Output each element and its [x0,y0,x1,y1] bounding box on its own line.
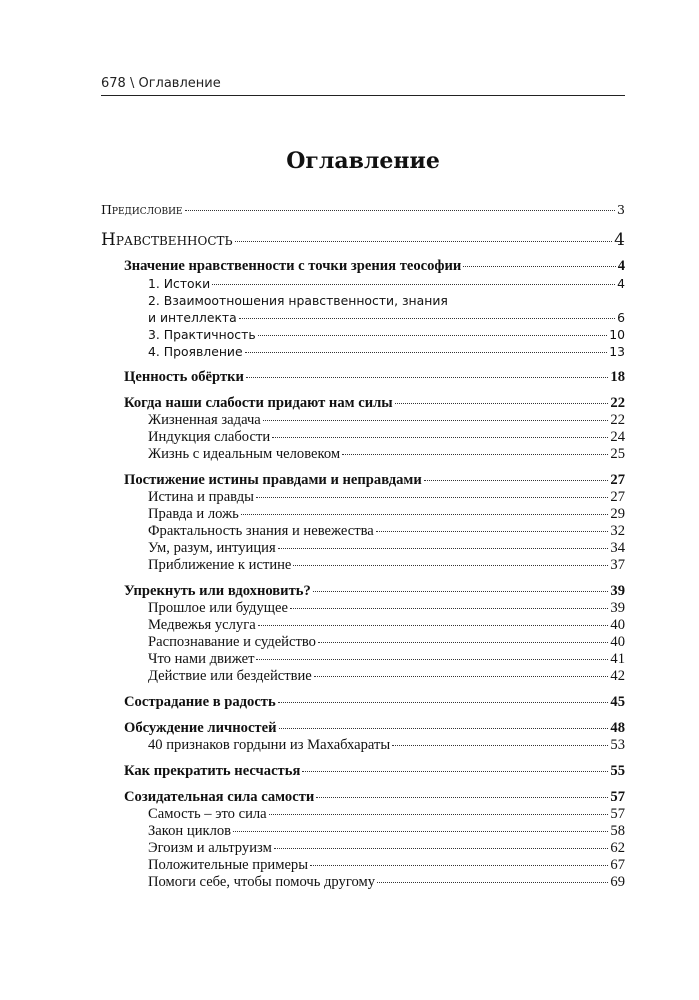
dot-leader [302,771,608,772]
toc-entry-text: Когда наши слабости придают нам силы [124,395,393,411]
dot-leader [185,210,616,211]
toc-entry-text: Прошлое или будущее [148,600,288,616]
toc-entry-chapter [124,583,625,600]
toc-entry-page: 40 [610,617,625,633]
toc-entry-page: 41 [610,651,625,667]
dot-leader [258,625,609,626]
toc-entry-page: 55 [610,763,625,779]
toc-entry-page: 67 [610,857,625,873]
dot-leader [377,882,608,883]
toc-entry-section [148,343,625,360]
toc-entry-foreword [101,198,625,222]
toc-entry-text: 4. Проявление [148,344,243,359]
toc-entry-chapter [124,763,625,780]
toc-entry-page: 22 [610,412,625,428]
toc-entry-section [148,806,625,823]
dot-leader [263,420,609,421]
dot-leader [256,497,608,498]
toc-entry-page: 13 [609,344,625,359]
toc-entry-text: 3. Практичность [148,327,256,342]
toc-entry-section [148,737,625,754]
toc-entry-page: 6 [617,310,625,325]
page-title: Оглавление [286,148,440,174]
toc-entry-section [148,326,625,343]
dot-leader [246,377,608,378]
header-rule [101,95,625,96]
toc-entry-text: Помоги себе, чтобы помочь другому [148,874,376,890]
toc-entry-section [148,506,625,523]
toc-entry-section [148,857,625,874]
toc-entry-page: 42 [610,668,625,684]
dot-leader [290,608,608,609]
toc-entry-page: 34 [610,540,625,556]
toc-entry-page: 58 [610,823,625,839]
toc-entry-page: 4 [617,276,625,291]
toc-entry-section [148,489,625,506]
toc-entry-text: Значение нравственности с точки зрения теософии [124,258,462,274]
toc-entry-text: Медвежья услуга [148,617,256,633]
dot-leader [313,591,609,592]
toc-entry-chapter [124,720,625,737]
dot-leader [256,659,608,660]
toc-entry-text: Постижение истины правдами и неправдами [124,472,422,488]
dot-leader [395,403,609,404]
toc-entry-text: 40 признаков гордыни из Махабхараты [148,737,391,753]
toc-entry-section [148,874,625,891]
toc-entry-page: 27 [610,489,625,505]
dot-leader [269,814,609,815]
dot-leader [376,531,609,532]
toc-entry-chapter [124,258,625,275]
toc-entry-text: Жизненная задача [148,412,261,428]
toc-entry-text: Истина и правды [148,489,254,505]
toc-entry-section [148,446,625,463]
toc-entry-chapter [124,694,625,711]
toc-entry-text-first-line: 2. Взаимоотношения нравственности, знания [148,293,448,308]
dot-leader [233,831,608,832]
dot-leader [239,318,615,319]
dot-leader [318,642,608,643]
toc-entry-page: 39 [610,600,625,616]
toc-entry-text: Созидательная сила самости [124,789,315,805]
dot-leader [258,335,608,336]
toc-entry-page: 48 [610,720,625,736]
toc-entry-chapter [124,395,625,412]
toc-entry-page: 45 [610,694,625,710]
toc-entry-page: 24 [610,429,625,445]
toc-entry-text: Ценность обёртки [124,369,244,385]
toc-entry-text: Что нами движет [148,651,255,667]
toc-entry-section [148,540,625,557]
toc-entry-section [148,275,625,292]
toc-entry-text: Действие или бездействие [148,668,312,684]
toc-entry-text: Приближение к истине [148,557,292,573]
toc-entry-text: 1. Истоки [148,276,211,291]
toc-entry-chapter [124,472,625,489]
toc-entry-part [101,222,625,258]
toc-entry-page: 40 [610,634,625,650]
toc-entry-text: Эгоизм и альтруизм [148,840,272,856]
toc-entry-page: 3 [617,202,625,217]
toc-entry-page: 69 [610,874,625,890]
toc-entry-text: Сострадание в радость [124,694,276,710]
toc-entry-section [148,668,625,685]
dot-leader [241,514,609,515]
dot-leader [272,437,608,438]
toc-entry-text: Правда и ложь [148,506,239,522]
toc-entry-section [148,840,625,857]
toc-entry-text: Нравственность [101,230,233,250]
toc-entry-page: 27 [610,472,625,488]
toc-entry-page: 53 [610,737,625,753]
toc-entry-page: 57 [610,789,625,805]
toc-entry-section [148,823,625,840]
toc-entry-text: Обсуждение личностей [124,720,277,736]
toc-entry-section [148,617,625,634]
dot-leader [245,352,608,353]
toc-entry-text: Индукция слабости [148,429,271,445]
dot-leader [212,284,615,285]
toc-entry-page: 4 [617,258,625,274]
toc-entry-section [148,557,625,574]
toc-entry-section [148,429,625,446]
dot-leader [310,865,608,866]
toc-entry-text: Упрекнуть или вдохновить? [124,583,311,599]
dot-leader [274,848,609,849]
dot-leader [278,548,609,549]
toc-entry-text: Положительные примеры [148,857,309,873]
toc-entry-page: 29 [610,506,625,522]
toc-entry-page: 62 [610,840,625,856]
dot-leader [314,676,609,677]
toc-entry-page: 39 [610,583,625,599]
dot-leader [392,745,608,746]
toc-entry-section [148,412,625,429]
toc-entry-page: 32 [610,523,625,539]
toc-entry-page: 10 [609,327,625,342]
dot-leader [463,266,615,267]
dot-leader [235,241,613,242]
toc-entry-text: и интеллекта [148,310,237,325]
dot-leader [342,454,608,455]
toc-entry-text: Закон циклов [148,823,232,839]
toc-entry-page: 37 [610,557,625,573]
toc-entry-page: 25 [610,446,625,462]
toc-entry-page: 4 [614,230,625,250]
dot-leader [278,702,609,703]
toc-entry-text: Жизнь с идеальным человеком [148,446,341,462]
table-of-contents [101,198,625,891]
toc-entry-text: Фрактальность знания и невежества [148,523,374,539]
toc-entry-text: Распознавание и судейство [148,634,316,650]
dot-leader [293,565,608,566]
dot-leader [279,728,609,729]
dot-leader [316,797,608,798]
dot-leader [424,480,609,481]
toc-entry-section [148,651,625,668]
running-head: 678 \ Оглавление [101,76,221,91]
toc-entry-text: Предисловие [101,202,183,217]
toc-entry-chapter [124,789,625,806]
toc-entry-page: 22 [610,395,625,411]
toc-entry-section [148,309,625,326]
toc-entry-chapter [124,369,625,386]
toc-entry-text: Самость – это сила [148,806,267,822]
toc-entry-section [148,523,625,540]
toc-entry-page: 18 [610,369,625,385]
toc-entry-page: 57 [610,806,625,822]
toc-entry-text: Как прекратить несчастья [124,763,301,779]
toc-entry-text: Ум, разум, интуиция [148,540,276,556]
toc-entry-section [148,634,625,651]
toc-entry-section [148,600,625,617]
